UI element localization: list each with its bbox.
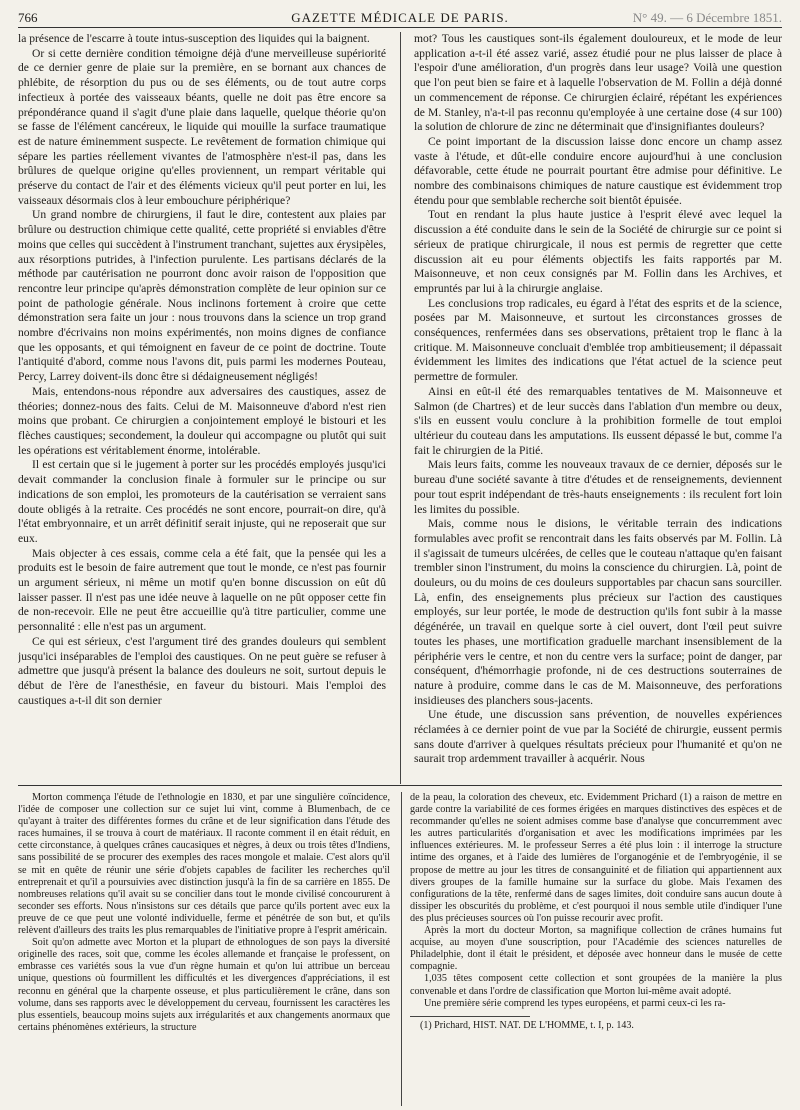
paragraph: Une étude, une discussion sans prévention, de nouvelles expériences réclamées à ce dernier point de vue par la Société de chirurgie, eussent permis sans doute d'arriver à quelques résultats précieux pour l'humanité et qu'on ne saurait trop ardemment travailler à acquérir. Nous: [414, 708, 782, 766]
section-rule: [18, 785, 782, 786]
feuilleton-right-column: [410, 792, 782, 1104]
paragraph: Mais, comme nous le disions, le véritable terrain des indications formulables avec profit se rencontrait dans les faits observés par M. Follin. Là il s'agissait de tumeurs ulcérées, de celles que le couteau n'attaque qu'en faisant trembler sinon l'instrument, du moins la conscience du chirurgien. Là, point de douleurs, ou du moins de ces douleurs supportables par chacun sans sourciller. Là, enfin, des enseignements plus précieux sur l'action des caustiques employés, sur leur portée, le mode de destruction qu'ils font subir à la masse dégénérée, un travail en quelque sorte à ciel ouvert, dont l'œil peut suivre toutes les phases, une mortification graduelle marchant insensiblement de la périphérie vers le centre, et non du centre vers la surface; point de danger, par conséquent, d'hémorrhagie profonde, ni de ces destructions souterraines de nature à produire, comme dans le cas de M. Maisonneuve, des perforations insidieuses des planchers sous-jacents.: [414, 517, 782, 707]
paragraph: Mais objecter à ces essais, comme cela a été fait, que la pensée qui les a produits est le besoin de faire autrement que tout le monde, ce n'est pas fournir un argument sérieux, ni même un motif qu'en bonne discussion on eût dû laisser passer. Il n'est pas une idée neuve à laquelle on ne pût opposer cette fin de non-recevoir. Elle ne peut être accueillie qu'à titre particulier, comme une personnalité : elle n'est pas un argument.: [18, 546, 386, 634]
paragraph: Il est certain que si le jugement à porter sur les procédés employés jusqu'ici devait commander la conclusion finale à formuler sur le principe ou sur indications de son emploi, les promoteurs de la cautérisation se verraient sans doute obligés à la retraite. Ces procédés ne sont encore, pourrait-on dire, qu'à l'état embryonnaire, et un arrêt définitif serait injuste, qui ne reposerait que sur eux.: [18, 458, 386, 545]
paragraph: de la peau, la coloration des cheveux, etc. Evidemment Prichard (1) a raison de mettre en garde contre la variabilité de ces formes érigées en marques distinctives des espèces et de recommander qu'elles ne soient admises comme base d'analyse que concurremment avec les autres particularités d'organisation et avec les modifications imprimées par les influences extérieures. M. le professeur Serres a été plus loin : il interroge la structure intime des organes, et à l'aide des lumières de l'organogénie et de l'embryogénie, il se propose de mettre au jour les titres de consanguinité et de filiation qui appartiennent aux divers groupes de la famille humaine sur la surface du globe. Mais l'examen des configurations de la tête, renfermé dans de sages limites, doit conduire sans aucun doute à dissiper les obscurités du problème, et c'est pourquoi il nous semble utile d'indiquer l'une des plus précieuses sources où l'on puisse recourir avec profit.: [410, 792, 782, 924]
paragraph: Mais leurs faits, comme les nouveaux travaux de ce dernier, déposés sur le bureau d'une société savante à titre d'études et de renseignements, deviennent pour tout esprit indépendant de très-hauts enseignements : ils reculent fort loin les limites du possible.: [414, 458, 782, 516]
paragraph: 1,035 têtes composent cette collection et sont groupées de la manière la plus convenable et dans l'ordre de classification que Morton lui-même avait adopté.: [410, 973, 782, 997]
footnote-rule: [410, 1016, 530, 1017]
paragraph: Soit qu'on admette avec Morton et la plupart de ethnologues de son pays la diversité originelle des races, soit que, comme les écoles allemande et française le professent, on embrasse ces variétés sous la vue d'un règne humain et qu'on lui attribue un berceau unique, questions où fourmillent les difficultés et les divergences d'appréciations, il est reconnu en général que la charpente osseuse, et plus particulièrement le crâne, dans son volume, dans ses rapports avec le développement du cerveau, fournissent les caractères les plus essentiels, beaucoup moins sujets aux irrégularités et aux changements anormaux que certains phénomènes extérieurs, la structure: [18, 937, 390, 1033]
running-header: [18, 8, 782, 26]
main-article-right-column: [414, 32, 782, 782]
feuilleton-left-column: [18, 792, 390, 1104]
column-divider: [400, 32, 401, 784]
paragraph: Ainsi en eût-il été des remarquables tentatives de M. Maisonneuve et Salmon (de Chartres) et de leur succès dans l'ablation d'un membre ou deux, s'ils en eussent voulu conclure à la prohibition formelle de tout emploi ultérieur du couteau dans les amputations. Ils eussent dépassé le but, comme l'a fait le chirurgien de la Pitié.: [414, 384, 782, 457]
paragraph: mot? Tous les caustiques sont-ils également douloureux, et le mode de leur application a-t-il été assez varié, assez étudié pour ne plus laisser de place à l'espoir d'une amélioration, d'un progrès dans leur usage? Voilà une question que l'on peut bien se faire et à laquelle l'observation de M. Follin a déjà donné un commencement de réponse. Ce chirurgien éclairé, répétant les expériences de M. Stanley, n'a-t-il pas reconnu qu'employée à une certaine dose (4 sur 100) la solution de chlorure de zinc ne déterminait que d'insignifiantes douleurs?: [414, 32, 782, 134]
paragraph: Après la mort du docteur Morton, sa magnifique collection de crânes humains fut acquise, au moyen d'une souscription, pour l'Académie des sciences naturelles de Philadelphie, dont il était le président, et déposée avec honneur dans le musée de cette compagnie.: [410, 925, 782, 973]
paragraph: Mais, entendons-nous répondre aux adversaires des caustiques, assez de théories; donnez-nous des faits. Celui de M. Maisonneuve d'abord n'est rien moins que probant. Ce chirurgien a conjointement employé le bistouri et les flèches caustiques; secondement, la douleur qui accompagne ou plutôt qui suit les opérations est véritablement énorme, intolérable.: [18, 384, 386, 457]
paragraph: la présence de l'escarre à toute intus-susception des liquides qui la baignent.: [18, 32, 370, 45]
paragraph: Ce point important de la discussion laisse donc encore un champ assez vaste à l'étude, et dût-elle conduire encore aujourd'hui à une conclusion défavorable, cette étude ne pourrait pourtant être admise pour définitive. Le nombre des combinaisons chimiques de nature caustique est évidemment trop étendu pour que semblable recherche soit bientôt épuisée.: [414, 134, 782, 207]
paragraph: Ce qui est sérieux, c'est l'argument tiré des grandes douleurs qui semblent jusqu'ici inséparables de l'emploi des caustiques. On ne peut guère se refuser à admettre que jusqu'à présent la balance des douleurs ne soit, surtout depuis le début de l'ère de l'anesthésie, en faveur du bistouri. Mais l'emploi des caustiques a-t-il dit son dernier: [18, 634, 386, 707]
paragraph: Une première série comprend les types européens, et parmi ceux-ci les ra-: [424, 997, 726, 1009]
header-rule: [18, 27, 782, 28]
paragraph: Or si cette dernière condition témoigne déjà d'une merveilleuse supériorité de ce dernier genre de plaie sur la première, en se bornant aux chances de phlébite, de résorption du pus ou de ses éléments, ou de tout autre corps infectieux à portée des vaisseaux béants, quelle ne doit pas être encore sa prépondérance quand il s'agit d'une plaie dans laquelle, quelque théorie qu'on se fasse de l'élément cancéreux, le liquide qui mouille la surface traumatique est de nature éminemment suspecte. Le revêtement de formation chimique qui sépare les parties réellement vivantes de l'atmosphère n'est-il pas, dans les brûlures de quelque origine qu'elles proviennent, un rempart véritable qui préserve du contact de l'air et des éléments vicieux qu'il peut porter en lui, les vaisseaux désormais clos à leur embouchure périphérique?: [18, 46, 386, 207]
column-divider: [401, 792, 402, 1106]
main-article-left-column: [18, 32, 386, 782]
footnote: (1) Prichard, HIST. NAT. DE L'HOMME, t. I, p. 143.: [420, 1019, 634, 1031]
paragraph: Les conclusions trop radicales, eu égard à l'état des esprits et de la science, posées par M. Maisonneuve, et surtout les circonstances grosses de conséquences, renfermées dans ses observations, prêtaient trop le flanc à la critique. M. Maisonneuve concluait d'emblée trop ambitieusement; il dépassait évidemment les limites des indications que l'état actuel de la science peut permettre de formuler.: [414, 296, 782, 384]
journal-title: GAZETTE MÉDICALE DE PARIS.: [291, 10, 509, 25]
issue-info: N° 49. — 6 Décembre 1851.: [632, 10, 782, 25]
page-number: 766: [18, 10, 38, 25]
feuilleton: [18, 792, 782, 1104]
paragraph: Morton commença l'étude de l'ethnologie en 1830, et par une singulière coïncidence, l'idée de composer une collection sur ce sujet lui vint, comme à Blumenbach, de ce qu'ayant à traiter des différentes formes du crâne et de leur signification dans l'étude des races humaines, il se trouva à court de matériaux. Il raconte comment il en était réduit, en cette circonstance, à quelques crânes caucasiques et nègres, à deux ou trois têtes d'Indiens, sans possibilité de se procurer des exemples des races mongole et malaie. C'est alors qu'il se mit en quête de réunir une série d'objets capables de faciliter les recherches qu'il entreprenait et qu'il a poursuivies avec distinction jusqu'à la fin de sa carrière en 1855. De nombreuses relations qu'il avait su se concilier dans tout le monde civilisé concoururent à seconder ses efforts. Nous n'insistons sur ces détails que parce qu'ils portent avec eux la preuve de ce que peut une volonté individuelle, ferme et pénétrée de son but, et qu'ils relèvent d'ailleurs des traits les plus remarquables de l'initiative propre à l'esprit américain.: [18, 792, 390, 937]
paragraph: Un grand nombre de chirurgiens, il faut le dire, contestent aux plaies par brûlure ou destruction chimique cette qualité, cette propriété si enviables d'être moins que celles qui succèdent à l'instrument tranchant, sujettes aux érysipèles, aux résorptions putrides, à l'infection purulente. Les partisans déclarés de la méthode par cautérisation ne pourront donc avoir raison de l'opposition que rencontre leur principe qu'après démonstration complète de leur opinion sur ce point de pathologie générale. Nous inclinons fortement à croire que cette démonstration sera faite un jour : nous trouvons dans la science un trop grand nombre d'écrivains non moins expérimentés, non moins dignes de confiance que les opposants, et qui témoignent en faveur de ce point de doctrine. Toute l'antiquité d'abord, comme nous l'avons dit, puis parmi les modernes Pouteau, Percy, Larrey doivent-ils donc être si dédaigneusement négligés!: [18, 208, 386, 384]
paragraph: Tout en rendant la plus haute justice à l'esprit élevé avec lequel la discussion a été conduite dans le sein de la Société de chirurgie sur ce point si sérieux de pratique chirurgicale, il nous est permis de regretter que cette discussion ait eu pour éléments objectifs les faits rapportés par M. Maisonneuve, et non ceux consignés par M. Follin dans les Archives, et empruntés par lui à la chirurgie anglaise.: [414, 208, 782, 295]
